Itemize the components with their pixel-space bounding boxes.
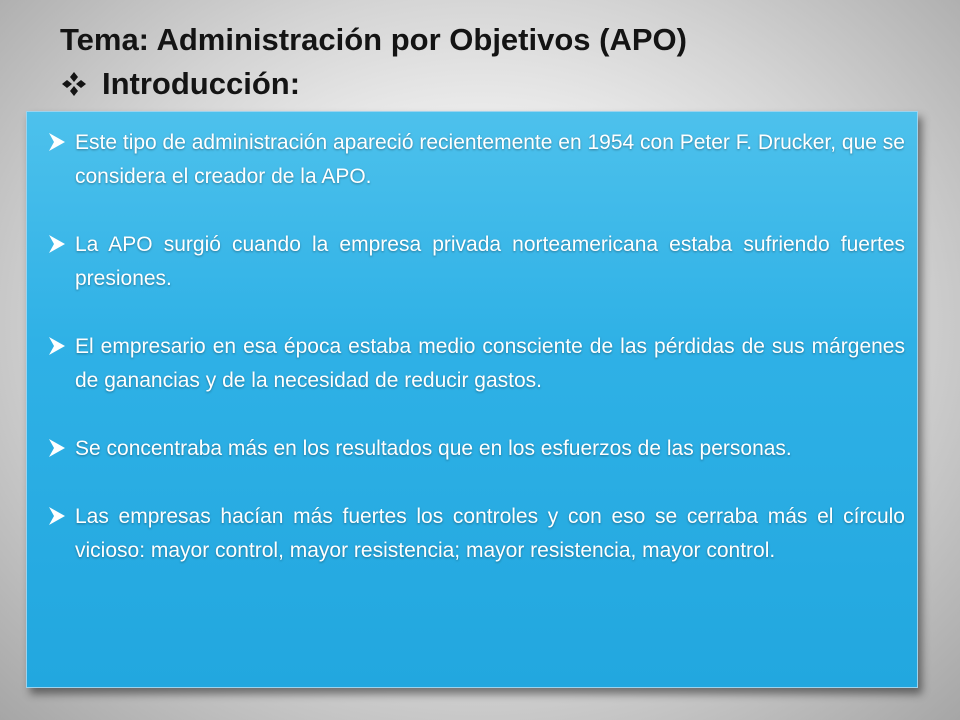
bullet-list: [47, 126, 905, 568]
bullet-text: La APO surgió cuando la empresa privada norteamericana estaba sufriendo fuertes presiones.: [75, 233, 905, 290]
bullet-text: El empresario en esa época estaba medio consciente de las pérdidas de sus márgenes de ganancias y de la necesidad de reducir gastos.: [75, 335, 905, 392]
arrow-bullet-icon: [47, 437, 75, 459]
bullet-text: Este tipo de administración apareció recientemente en 1954 con Peter F. Drucker, que se considera el creador de la APO.: [75, 131, 905, 188]
subtitle-row: [60, 66, 300, 102]
bullet-item: [47, 330, 905, 398]
bullet-item: [47, 500, 905, 568]
bullet-item: [47, 432, 905, 466]
slide-title: Tema: Administración por Objetivos (APO): [60, 22, 687, 57]
bullet-item: [47, 126, 905, 194]
section-subtitle: Introducción:: [102, 66, 301, 101]
arrow-bullet-icon: [47, 131, 75, 153]
bullet-item: [47, 228, 905, 296]
bullet-text: Se concentraba más en los resultados que en los esfuerzos de las personas.: [75, 437, 792, 460]
content-panel: [26, 111, 918, 688]
bullet-text: Las empresas hacían más fuertes los controles y con eso se cerraba más el círculo vicioso: mayor control, mayor resistencia; mayor resistencia, mayor control.: [75, 505, 905, 562]
arrow-bullet-icon: [47, 233, 75, 255]
arrow-bullet-icon: [47, 335, 75, 357]
diamond-bullet-icon: [60, 70, 88, 98]
arrow-bullet-icon: [47, 505, 75, 527]
